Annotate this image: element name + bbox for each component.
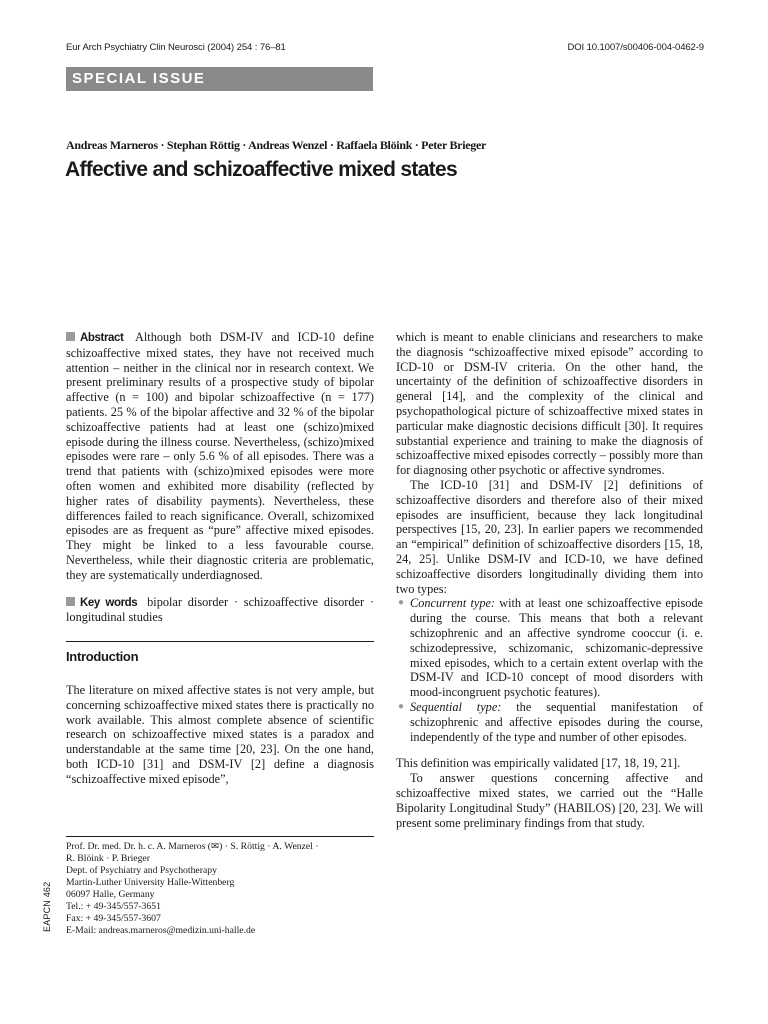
author-affiliation	[66, 841, 374, 937]
author-list: Andreas Marneros · Stephan Röttig · Andreas Wenzel · Raffaela Blöink · Peter Brieger	[66, 138, 487, 152]
list-term: Concurrent type:	[410, 596, 496, 611]
side-code: EAPCN 462	[42, 881, 52, 932]
article-title: Affective and schizoaffective mixed states	[65, 158, 457, 181]
square-bullet-icon	[66, 332, 75, 341]
list-item	[396, 596, 703, 700]
special-issue-banner: SPECIAL ISSUE	[66, 67, 373, 91]
footnote-divider	[66, 836, 374, 837]
paragraph: To answer questions concerning affective and schizoaffective mixed states, we carried out the “Halle Bipolarity Longitudinal Study” (HABILOS) [20, 23]. We will present some preliminary findings from that study.	[396, 771, 703, 830]
keywords	[66, 595, 374, 626]
keywords-label: Key words	[80, 596, 138, 609]
bullet-icon: ●	[398, 700, 405, 712]
abstract-text: Although both DSM-IV and ICD-10 define schizoaffective mixed states, they have not received much attention – neither in the clinical nor in research context. We present preliminary results of a prospective study of bipolar affective (n = 100) and bipolar schizoaffective (n = 177) patients. 25 % of the bipolar affective and 32 % of the bipolar schizoaffective patients had at least one (schizo)mixed episode during the illness course. Nevertheless, (schizo)mixed episodes were rare – only 5.6 % of all episodes. There was a trend that patients with (schizo)mixed episodes were more often women and exhibited more disability (reflected by higher rates of disability payments). Nevertheless, these differences failed to reach significance. Overall, schizomixed episodes are as frequent as “pure” affective mixed episodes. They might be linked to a less favourable course. Nevertheless, while their diagnostic criteria are problematic, they are systematically underdiagnosed.	[66, 330, 374, 582]
bullet-icon: ●	[398, 597, 405, 609]
section-divider	[66, 641, 374, 642]
right-column	[396, 330, 703, 830]
affiliation-line: R. Blöink · P. Brieger	[66, 853, 150, 864]
paragraph: which is meant to enable clinicians and researchers to make the diagnosis “schizoaffective mixed episode” according to ICD-10 or DSM-IV criteria. On the other hand, the uncertainty of the definition of schizoaffective disorders in general [14], and the complexity of the clinical and psychopathological picture of schizoaffective mixed states in particular make diagnostic decisions difficult [30]. It requires substantial experience and training to make the diagnosis of schizoaffective mixed episodes correctly – possibly more than for diagnosing other psychotic or affective syndromes.	[396, 330, 703, 478]
list-text: with at least one schizoaffective episode during the course. This means that both a relevant schizophrenic and an affective syndrome cooccur (i. e. schizodepressive, schizomanic, schizomanic-depressive mixed episodes, which to a certain extent overlap with the DSM-IV and ICD-10 concept of mood disorders with mood-incongruent psychotic features).	[410, 596, 703, 700]
left-column	[66, 330, 374, 787]
affiliation-line: Fax: + 49-345/557-3607	[66, 913, 161, 924]
affiliation-line: Dept. of Psychiatry and Psychotherapy	[66, 865, 217, 876]
affiliation-email: E-Mail: andreas.marneros@medizin.uni-halle.de	[66, 925, 256, 936]
type-list	[396, 596, 703, 744]
affiliation-line: 06097 Halle, Germany	[66, 889, 155, 900]
introduction-heading: Introduction	[66, 649, 139, 665]
affiliation-line: Tel.: + 49-345/557-3651	[66, 901, 161, 912]
paragraph: The ICD-10 [31] and DSM-IV [2] definitions of schizoaffective disorders and therefore also of their mixed episodes are insufficient, because they lack longitudinal perspectives [15, 20, 23]. In earlier papers we recommended an “empirical” definition of schizoaffective disorders [15, 18, 24, 25]. Unlike DSM-IV and ICD-10, we have defined schizoaffective disorders longitudinally dividing them into two types:	[396, 477, 703, 596]
affiliation-line: Prof. Dr. med. Dr. h. c. A. Marneros (✉) · S. Röttig · A. Wenzel ·	[66, 841, 319, 852]
paragraph: This definition was empirically validated [17, 18, 19, 21].	[396, 756, 681, 771]
square-bullet-icon	[66, 597, 75, 606]
keywords-text: bipolar disorder · schizoaffective disorder · longitudinal studies	[66, 594, 374, 625]
abstract-label: Abstract	[80, 332, 124, 344]
affiliation-line: Martin-Luther University Halle-Wittenberg	[66, 877, 235, 888]
introduction-paragraph: The literature on mixed affective states is not very ample, but concerning schizoaffective mixed states there is practically no work available. This almost complete absence of scientific research on schizoaffective mixed states is a paradox and understandable at the same time [20, 23]. On the one hand, both ICD-10 [31] and DSM-IV [2] define a diagnosis “schizoaffective mixed episode”,	[66, 682, 374, 786]
abstract	[66, 330, 374, 583]
journal-reference: Eur Arch Psychiatry Clin Neurosci (2004) 254 : 76–81	[66, 42, 286, 53]
list-term: Sequential type:	[410, 699, 502, 714]
doi: DOI 10.1007/s00406-004-0462-9	[567, 42, 704, 53]
list-item	[396, 700, 703, 744]
list-text: the sequential manifestation of schizophrenic and affective episodes during the course, independently of the type and number of other episodes.	[410, 699, 703, 744]
